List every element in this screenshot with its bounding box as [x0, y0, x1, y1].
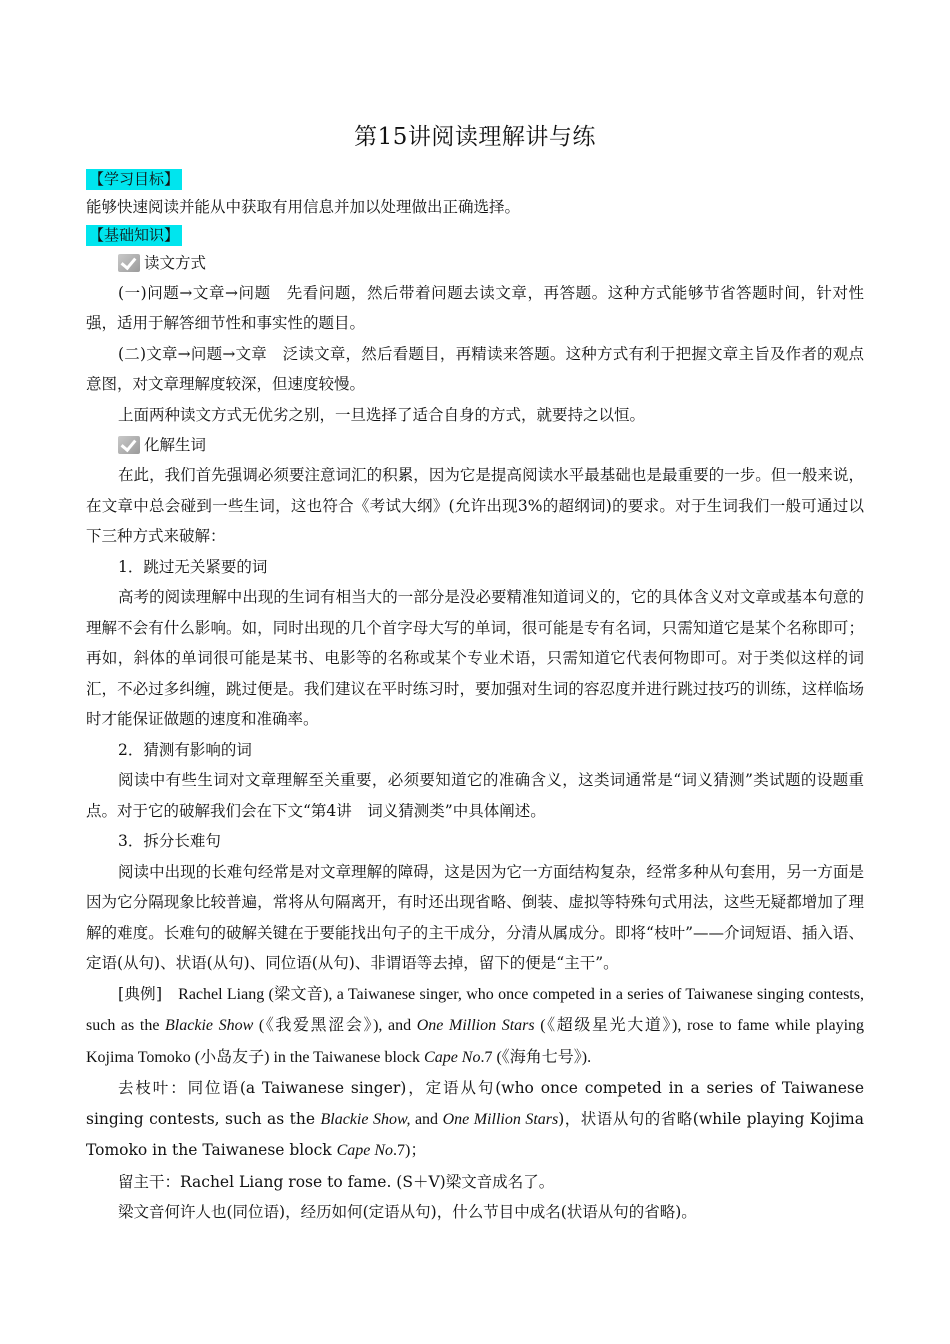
summary-paragraph: 梁文音何许人也(同位语)，经历如何(定语从句)，什么节目中成名(状语从句的省略)。: [118, 1203, 697, 1221]
section-heading: 读文方式: [144, 253, 207, 272]
basic-knowledge-tag: 【基础知识】: [86, 225, 182, 246]
checkmark-icon: [118, 254, 140, 272]
checkmark-icon: [118, 436, 140, 454]
paragraph: 阅读中出现的长难句经常是对文章理解的障碍，这是因为它一方面结构复杂，经常多种从句套用，另一方面是因为它分隔现象比较普遍，常将从句隔离开，有时还出现省略、倒装、虚拟等特殊句式用法，这些无疑都增加了理解的难度。长难句的破解关键在于要能找出句子的主干成分，分清从属成分。即将“枝叶”——介词短语、插入语、定语(从句)、状语(从句)、同位语(从句)、非谓语等去掉，留下的便是“主干”。: [86, 862, 864, 972]
document-page: [86, 118, 864, 1228]
item-title: 1．跳过无关紧要的词: [118, 557, 268, 576]
item-title: 2．猜测有影响的词: [118, 740, 252, 759]
paragraph: (一)问题→文章→问题 先看问题，然后带着问题去读文章，再答题。这种方式能够节省答题时间，针对性强，适用于解答细节性和事实性的题目。: [86, 283, 864, 332]
example-paragraph: [典例] Rachel Liang (梁文音), a Taiwanese singer, who once competed in a series of Taiwanese singing contests, such as the Blackie Show (《我爱黑涩会》), and One Million Stars (《超级星光大道》), rose to fame while playing Kojima Tomoko (小岛友子) in the Taiwanese block Cape No.7 (《海角七号》).: [86, 984, 865, 1066]
learning-goal-tag: 【学习目标】: [86, 169, 182, 190]
paragraph: 高考的阅读理解中出现的生词有相当大的一部分是没必要精准知道词义的，它的具体含义对文章或基本句意的理解不会有什么影响。如，同时出现的几个首字母大写的单词，很可能是专有名词，只需知道它是某个名称即可；再如，斜体的单词很可能是某书、电影等的名称或某个专业术语，只需知道它代表何物即可。对于类似这样的词汇，不必过多纠缠，跳过便是。我们建议在平时练习时，要加强对生词的容忍度并进行跳过技巧的训练，这样临场时才能保证做题的速度和准确率。: [86, 588, 864, 728]
page-title: 第15讲阅读理解讲与练: [354, 124, 596, 150]
section-new-words: [86, 430, 864, 460]
section-reading-method: [86, 248, 864, 278]
prune-paragraph: 去枝叶：同位语(a Taiwanese singer)，定语从句(who once competed in a series of Taiwanese singing contests, such as the Blackie Show, and One Million Stars)，状语从句的省略(while playing Kojima Tomoko in the Taiwanese block Cape No.7)；: [86, 1079, 864, 1159]
section-heading: 化解生词: [144, 436, 207, 454]
paragraph: 在此，我们首先强调必须要注意词汇的积累，因为它是提高阅读水平最基础也是最重要的一步。但一般来说，在文章中总会碰到一些生词，这也符合《考试大纲》(允许出现3%的超纲词)的要求。对于生词我们一般可通过以下三种方式来破解：: [86, 466, 864, 545]
paragraph: 阅读中有些生词对文章理解至关重要，必须要知道它的准确含义，这类词通常是“词义猜测”类试题的设题重点。对于它的破解我们会在下文“第4讲 词义猜测类”中具体阐述。: [86, 771, 864, 820]
paragraph: (二)文章→问题→文章 泛读文章，然后看题目，再精读来答题。这种方式有利于把握文章主旨及作者的观点意图，对文章理解度较深，但速度较慢。: [86, 344, 864, 393]
paragraph: 上面两种读文方式无优劣之别，一旦选择了适合自身的方式，就要持之以恒。: [118, 405, 646, 424]
trunk-paragraph: 留主干：Rachel Liang rose to fame. (S＋V)梁文音成名了。: [118, 1172, 555, 1191]
item-title: 3．拆分长难句: [118, 832, 221, 850]
goal-text: 能够快速阅读并能从中获取有用信息并加以处理做出正确选择。: [86, 198, 521, 216]
